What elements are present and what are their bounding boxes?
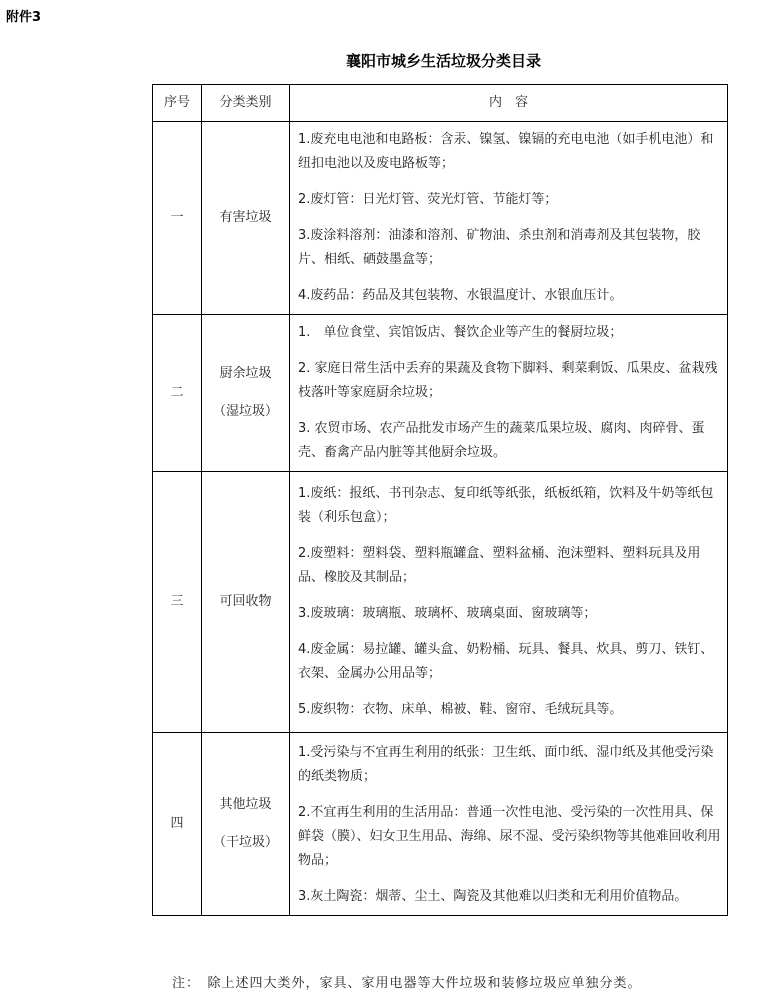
document-title: 襄阳市城乡生活垃圾分类目录 <box>345 52 541 70</box>
header-content: 内 容 <box>290 85 728 122</box>
table-row <box>153 733 728 916</box>
category-sublabel: （湿垃圾） <box>212 404 278 419</box>
content-item: 3.灰土陶瓷：烟蒂、尘土、陶瓷及其他难以归类和无利用价值物品。 <box>298 889 688 904</box>
row-number: 四 <box>153 733 202 916</box>
content-item: 4.废金属：易拉罐、罐头盒、奶粉桶、玩具、餐具、炊具、剪刀、铁钉、衣架、金属办公用品等； <box>298 642 714 681</box>
row-number: 二 <box>153 315 202 472</box>
row-category <box>202 122 290 315</box>
table-row <box>153 122 728 315</box>
row-number: 三 <box>153 472 202 733</box>
footnote: 注： 除上述四大类外，家具、家用电器等大件垃圾和装修垃圾应单独分类。 <box>172 976 642 991</box>
content-item: 1.废纸：报纸、书刊杂志、复印纸等纸张，纸板纸箱，饮料及牛奶等纸包装（利乐包盒）； <box>298 486 714 525</box>
content-item: 5.废织物：衣物、床单、棉被、鞋、窗帘、毛绒玩具等。 <box>298 702 623 717</box>
row-content <box>290 472 728 733</box>
header-no: 序号 <box>153 85 202 122</box>
attachment-label: 附件3 <box>6 10 42 25</box>
row-content <box>290 315 728 472</box>
category-label: 可回收物 <box>219 594 272 609</box>
row-content <box>290 733 728 916</box>
table-row <box>153 472 728 733</box>
content-item: 3.废涂料溶剂：油漆和溶剂、矿物油、杀虫剂和消毒剂及其包装物，胶片、相纸、硒鼓墨盒等； <box>298 228 701 267</box>
content-item: 1.受污染与不宜再生利用的纸张：卫生纸、面巾纸、湿巾纸及其他受污染的纸类物质； <box>298 745 714 784</box>
classification-table <box>152 84 728 916</box>
content-item: 1.废充电电池和电路板：含汞、镍氢、镍镉的充电电池（如手机电池）和纽扣电池以及废电路板等； <box>298 132 714 171</box>
category-label: 其他垃圾 <box>219 797 272 812</box>
content-item: 2.不宜再生利用的生活用品：普通一次性电池、受污染的一次性用具、保鲜袋（膜）、妇女卫生用品、海绵、尿不湿、受污染织物等其他难回收利用物品； <box>298 805 721 868</box>
table-header-row <box>153 85 728 122</box>
content-item: 3.废玻璃：玻璃瓶、玻璃杯、玻璃桌面、窗玻璃等； <box>298 606 597 621</box>
content-item: 1. 单位食堂、宾馆饭店、餐饮企业等产生的餐厨垃圾； <box>298 325 623 340</box>
content-item: 2.废灯管：日光灯管、荧光灯管、节能灯等； <box>298 192 558 207</box>
content-item: 2.废塑料：塑料袋、塑料瓶罐盒、塑料盆桶、泡沫塑料、塑料玩具及用品、橡胶及其制品； <box>298 546 701 585</box>
category-label: 厨余垃圾 <box>219 366 272 381</box>
row-category <box>202 315 290 472</box>
row-category <box>202 733 290 916</box>
row-number: 一 <box>153 122 202 315</box>
content-item: 4.废药品：药品及其包装物、水银温度计、水银血压计。 <box>298 288 623 303</box>
table-row <box>153 315 728 472</box>
content-item: 3. 农贸市场、农产品批发市场产生的蔬菜瓜果垃圾、腐肉、肉碎骨、蛋壳、畜禽产品内脏等其他厨余垃圾。 <box>298 421 705 460</box>
header-category: 分类类别 <box>202 85 290 122</box>
row-category <box>202 472 290 733</box>
row-content <box>290 122 728 315</box>
category-label: 有害垃圾 <box>219 210 272 225</box>
category-sublabel: （干垃圾） <box>212 835 278 850</box>
content-item: 2. 家庭日常生活中丢弃的果蔬及食物下脚料、剩菜剩饭、瓜果皮、盆栽残枝落叶等家庭厨余垃圾； <box>298 361 718 400</box>
